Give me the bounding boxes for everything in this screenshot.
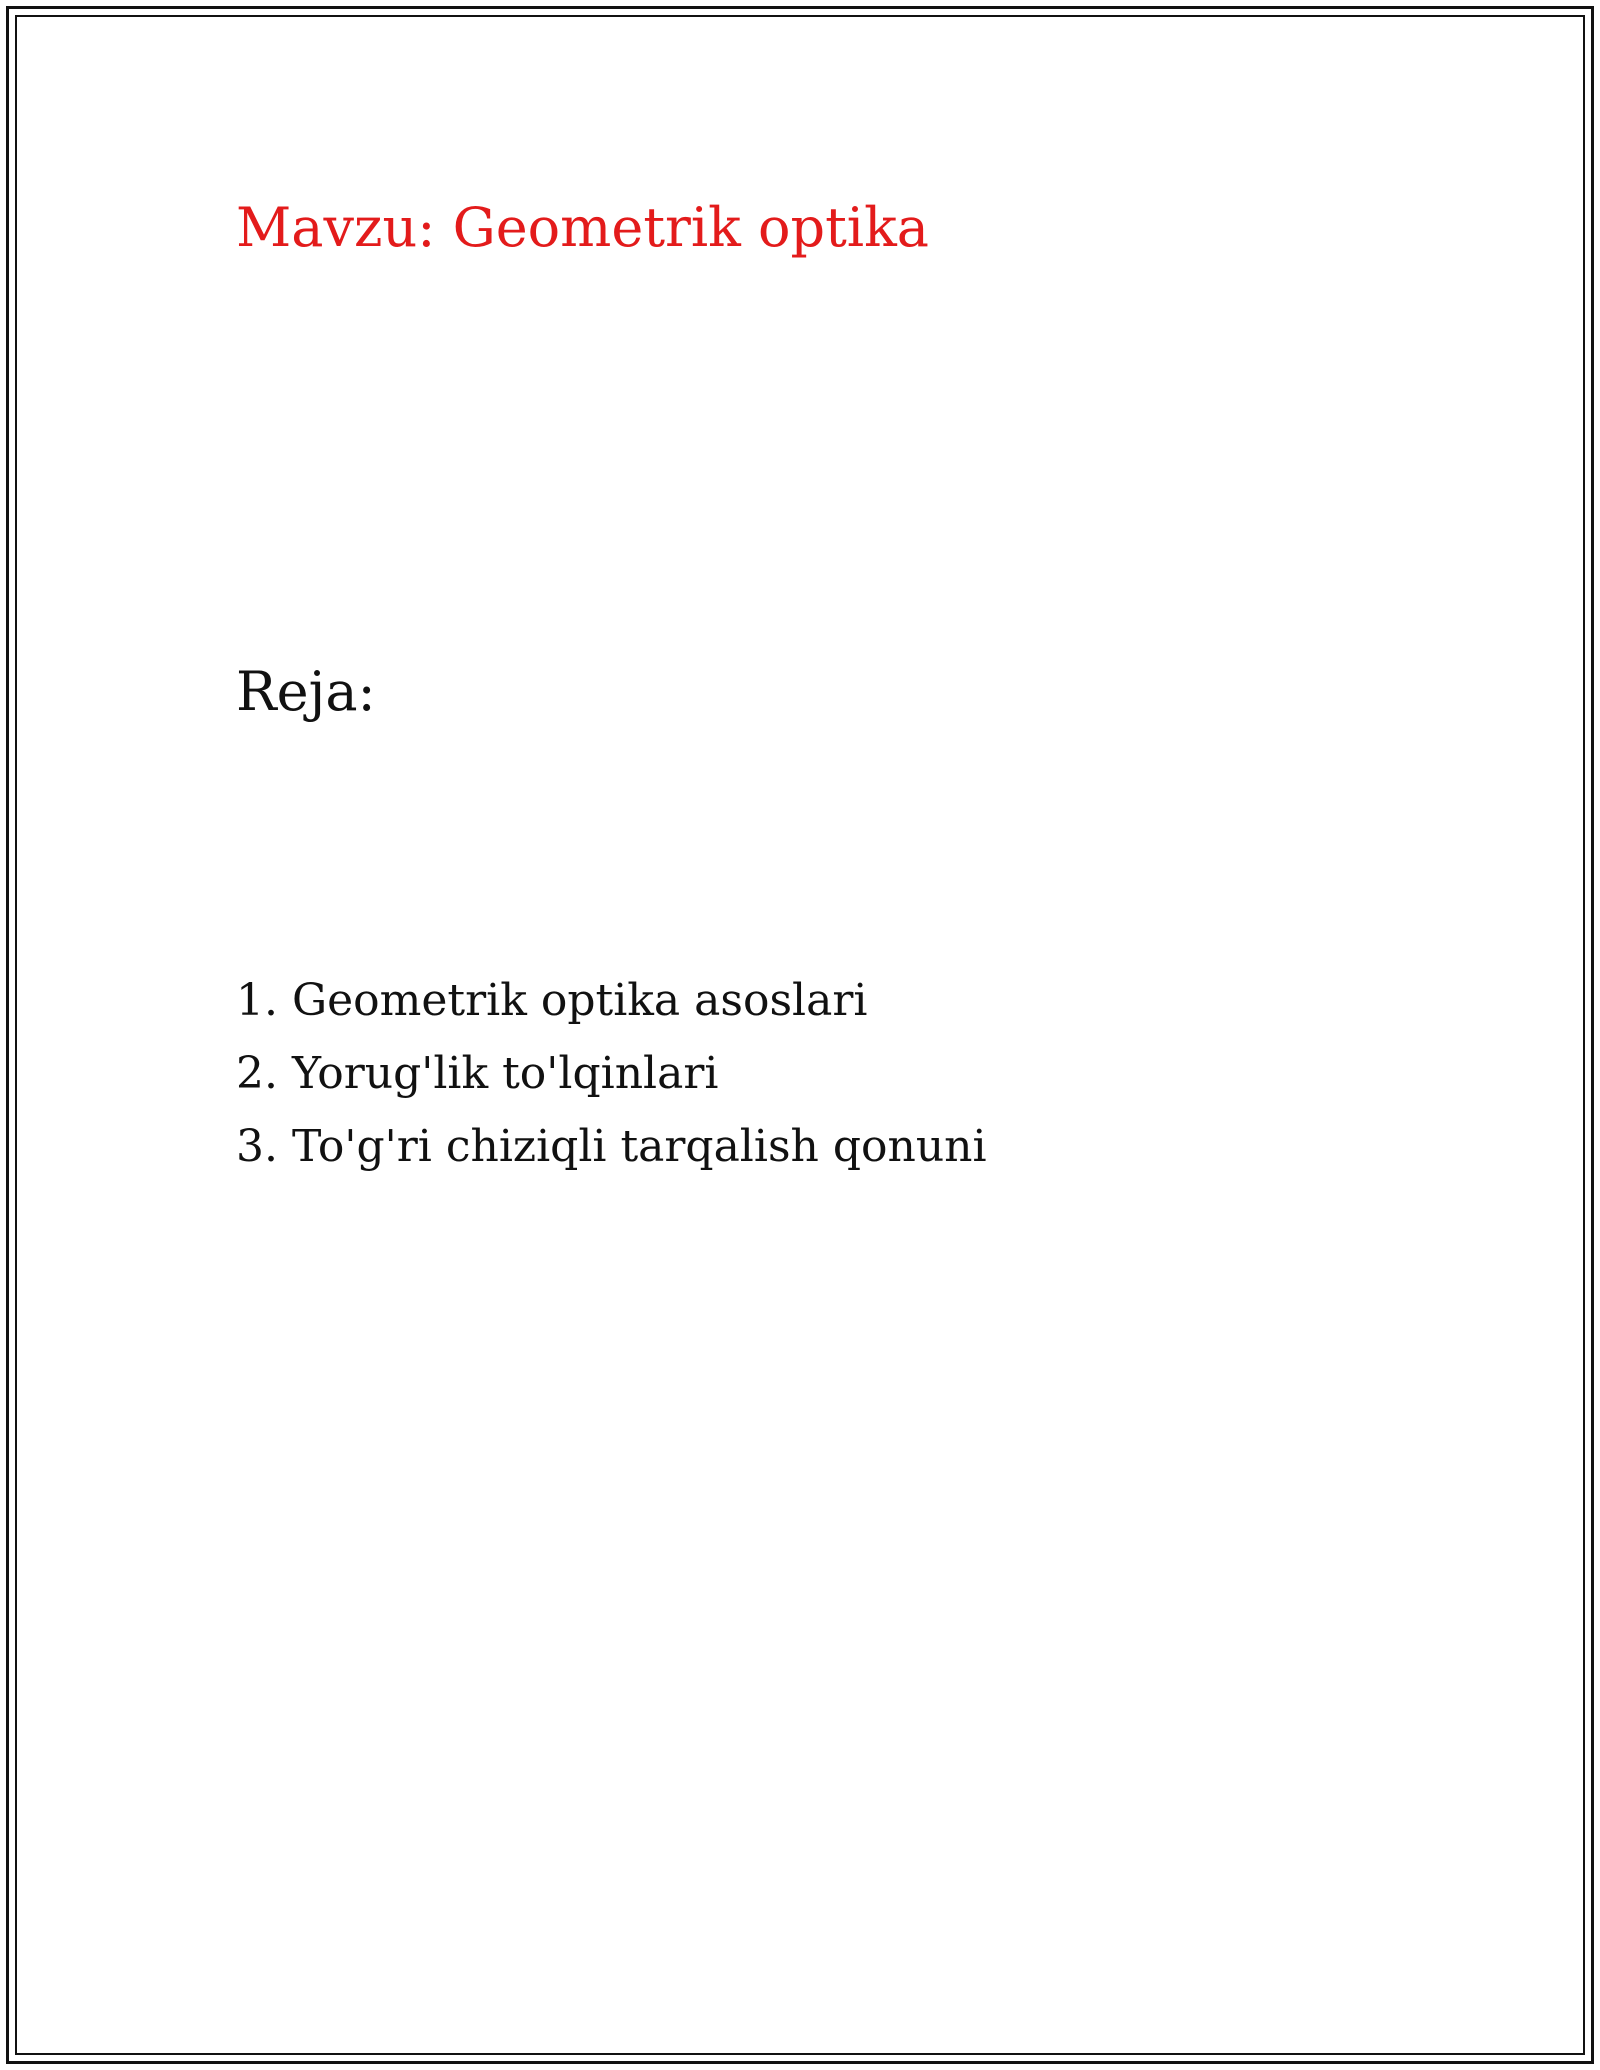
plan-item-text: Geometrik optika asoslari bbox=[291, 975, 868, 1026]
plan-list bbox=[236, 964, 987, 1183]
plan-item-number: 3. bbox=[236, 1121, 278, 1172]
plan-item-2 bbox=[236, 1037, 987, 1110]
plan-item-text: Yorug'lik to'lqinlari bbox=[291, 1048, 719, 1099]
plan-item-3 bbox=[236, 1110, 987, 1183]
page-title: Mavzu: Geometrik optika bbox=[236, 196, 929, 259]
plan-item-1 bbox=[236, 964, 987, 1037]
plan-item-number: 2. bbox=[236, 1048, 278, 1099]
plan-item-text: To'g'ri chiziqli tarqalish qonuni bbox=[291, 1121, 987, 1172]
plan-heading: Reja: bbox=[236, 660, 376, 723]
plan-item-number: 1. bbox=[236, 975, 278, 1026]
